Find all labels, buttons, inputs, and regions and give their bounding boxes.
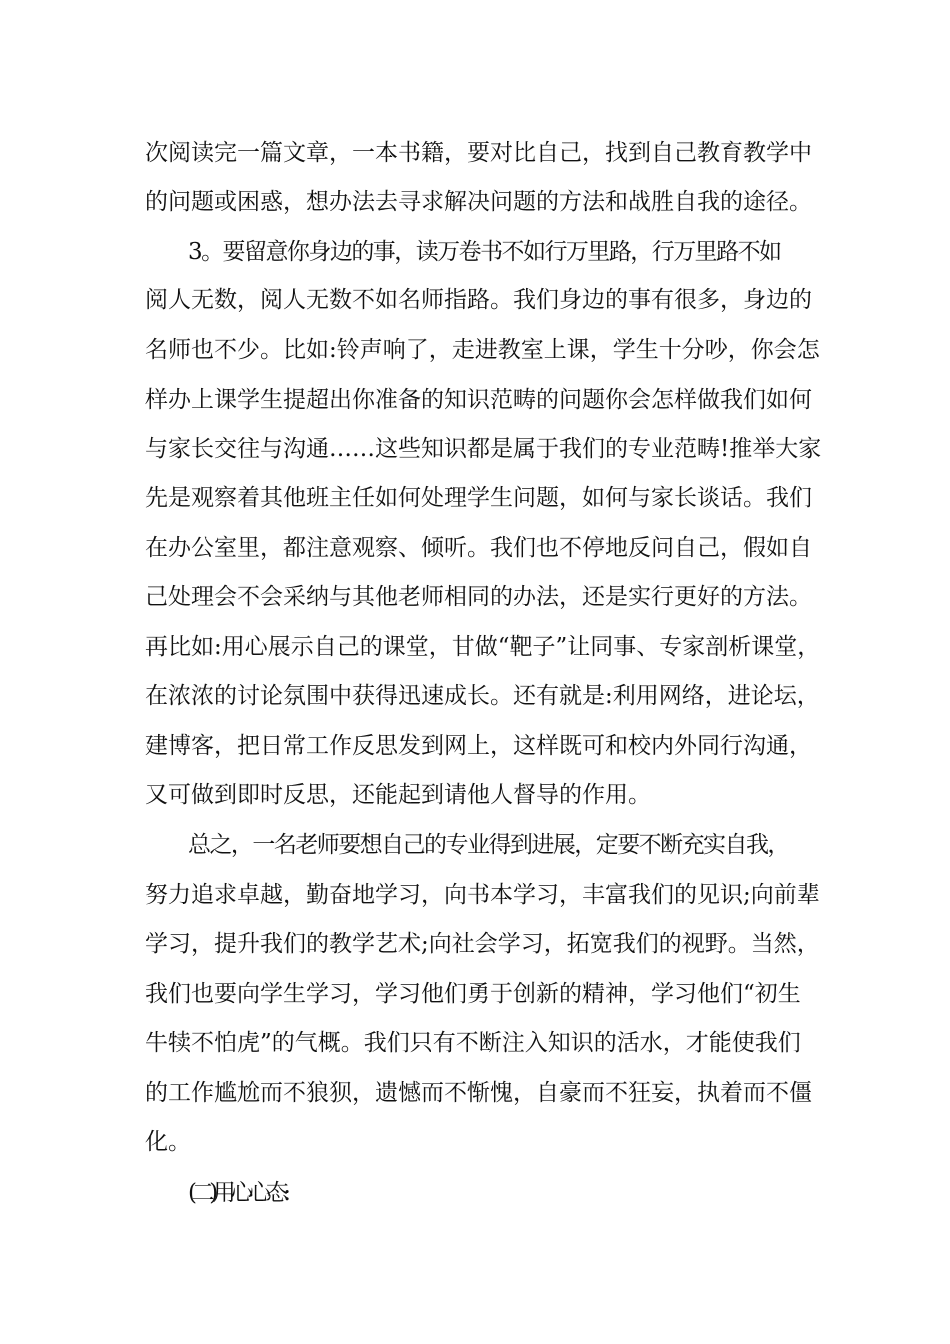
text-line: 再比如:用心展示自己的课堂，甘做“靶子”让同事、专家剖析课堂， — [145, 634, 821, 660]
section-heading: (二)用心心态: — [188, 1180, 286, 1206]
text-line: 努力追求卓越，勤奋地学习，向书本学习，丰富我们的见识;向前辈 — [145, 882, 820, 908]
text-line: 样办上课学生提超出你准备的知识范畴的问题你会怎样做我们如何 — [145, 387, 812, 413]
text-line: 3。要留意你身边的事，读万卷书不如行万里路，行万里路不如 — [188, 239, 781, 265]
text-line: 次阅读完一篇文章，一本书籍，要对比自己，找到自己教育教学中 — [145, 140, 812, 166]
text-line: 在浓浓的讨论氛围中获得迅速成长。还有就是:利用网络，进论坛， — [145, 683, 820, 709]
text-line: 总之，一名老师要想自己的专业得到进展，定要不断充实自我， — [188, 832, 789, 858]
text-line: 又可做到即时反思，还能起到请他人督导的作用。 — [145, 782, 651, 808]
text-line: 与家长交往与沟通……这些知识都是属于我们的专业范畴!推举大家 — [145, 436, 822, 462]
text-line: 化。 — [145, 1129, 191, 1155]
text-line: 牛犊不怕虎”的气概。我们只有不断注入知识的活水，才能使我们 — [145, 1030, 801, 1056]
text-line: 的工作尴尬而不狼狈，遗憾而不惭愧，自豪而不狂妄，执着而不僵 — [145, 1080, 812, 1106]
text-line: 名师也不少。比如:铃声响了，走进教室上课，学生十分吵，你会怎 — [145, 337, 820, 363]
text-line: 在办公室里，都注意观察、倾听。我们也不停地反问自己，假如自 — [145, 535, 812, 561]
text-line: 阅人无数，阅人无数不如名师指路。我们身边的事有很多，身边的 — [145, 287, 812, 313]
text-line: 己处理会不会采纳与其他老师相同的办法，还是实行更好的方法。 — [145, 584, 812, 610]
text-line: 学习，提升我们的教学艺术;向社会学习，拓宽我们的视野。当然， — [145, 931, 820, 957]
text-line: 建博客，把日常工作反思发到网上，这样既可和校内外同行沟通， — [145, 733, 812, 759]
text-line: 先是观察着其他班主任如何处理学生问题，如何与家长谈话。我们 — [145, 485, 812, 511]
text-line: 的问题或困惑，想办法去寻求解决问题的方法和战胜自我的途径。 — [145, 189, 812, 215]
text-line: 我们也要向学生学习，学习他们勇于创新的精神，学习他们“初生 — [145, 981, 801, 1007]
